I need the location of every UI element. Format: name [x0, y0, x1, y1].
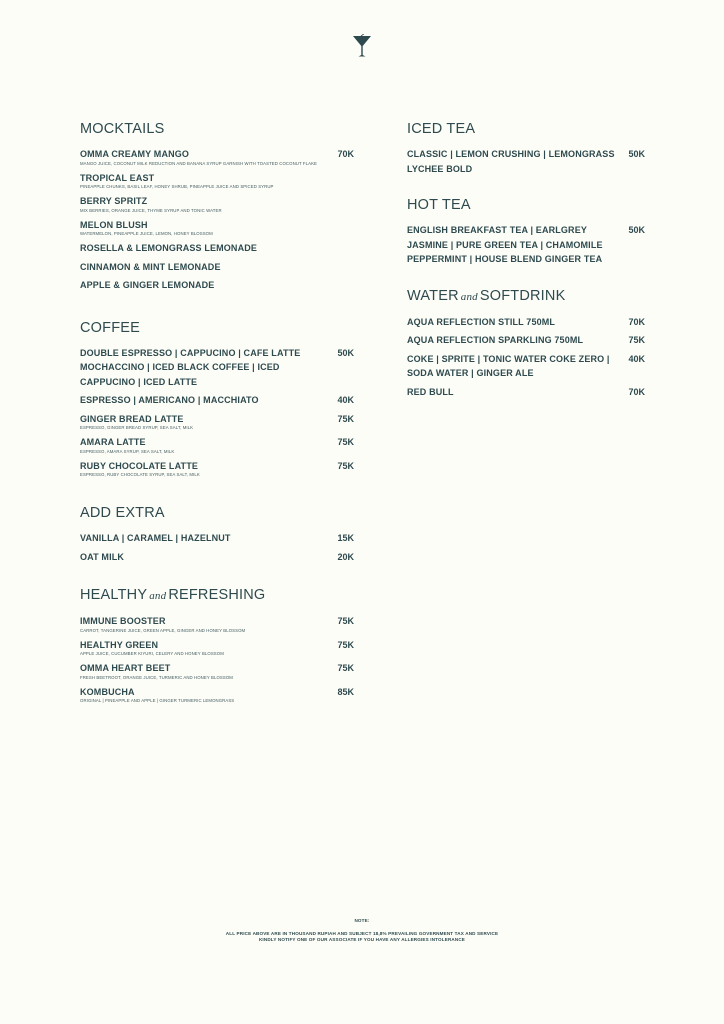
menu-item-row [407, 223, 645, 267]
menu-item-description: CARROT, TANGERINE JUICE, GREEN APPLE, GINGER AND HONEY BLOSSOM [80, 627, 246, 633]
menu-item-price: 50K [628, 225, 645, 235]
menu-item [80, 459, 354, 479]
section-title-main: ICED TEA [407, 121, 476, 137]
menu-item-price: 75K [337, 413, 354, 424]
menu-item-price: 70K [337, 149, 354, 159]
menu-item-name: OAT MILK [80, 551, 125, 562]
menu-item-price: 15K [337, 533, 354, 543]
menu-item-row [80, 171, 354, 186]
menu-item-name: HEALTHY GREEN [80, 639, 159, 650]
menu-item-name: IMMUNE BOOSTER [80, 616, 166, 626]
menu-item-row [80, 218, 354, 233]
menu-item [407, 315, 645, 330]
menu-item [80, 218, 354, 238]
menu-item-description: MIX BERRIES, ORANGE JUICE, THYME SYRUP AND TONIC WATER [80, 207, 222, 213]
menu-item [80, 614, 354, 634]
menu-item-description: ESPRESSO, AMARA SYRUP, SEA SALT, MILK [80, 448, 175, 454]
menu-column-left [80, 120, 354, 726]
menu-section-hot-tea [407, 196, 645, 267]
menu-item-name: MELON BLUSH [80, 219, 148, 230]
menu-item-name: OMMA CREAMY MANGO [80, 149, 190, 159]
menu-item-name: RUBY CHOCOLATE LATTE [80, 460, 198, 471]
menu-item-price: 40K [628, 353, 645, 364]
menu-item-price: 50K [628, 149, 645, 159]
menu-item-price: 75K [337, 460, 354, 471]
menu-item-row [407, 315, 645, 330]
menu-item [407, 147, 645, 176]
menu-item [80, 531, 354, 546]
section-title-main: HEALTHY [80, 587, 148, 603]
menu-item-name: DOUBLE ESPRESSO | CAPPUCINO | CAFE LATTE MOCHACCINO | ICED BLACK COFFEE | ICED CAPPUCINO | ICED LATTE [80, 347, 301, 387]
menu-item-price: 75K [337, 663, 354, 673]
menu-item [80, 638, 354, 658]
menu-item-name: APPLE & GINGER LEMONADE [80, 280, 215, 290]
cocktail-glass-icon [352, 34, 372, 58]
footer-note-label: NOTE: [354, 918, 370, 923]
menu-item-price: 75K [337, 616, 354, 626]
menu-item-row [80, 260, 354, 275]
menu-item [80, 346, 354, 390]
menu-item-name: ENGLISH BREAKFAST TEA | EARLGREY JASMINE | PURE GREEN TEA | CHAMOMILE PEPPERMINT | HOUSE BLEND GINGER TEA [407, 225, 603, 264]
menu-item [80, 171, 354, 191]
menu-item-name: AQUA REFLECTION SPARKLING 750ML [407, 335, 584, 345]
menu-item-name: GINGER BREAD LATTE [80, 413, 184, 424]
menu-section-coffee [80, 319, 354, 479]
footer-tax-notice: ALL PRICE ABOVE ARE IN THOUSAND RUPIAH AND SUBJECT 18,8% PREVAILING GOVERNMENT TAX AND SERVICE [225, 930, 499, 936]
menu-section-healthy-refreshing [80, 586, 354, 704]
section-title-and: and [149, 590, 167, 602]
menu-item-description: PINEAPPLE CHUNKS, BASIL LEAF, HONEY SHRUB, PINEAPPLE JUICE AND SPICED SYRUP [80, 184, 274, 189]
menu-item-row [80, 241, 354, 256]
menu-item-description: MANGO JUICE, COCONUT MILK REDUCTION AND BANANA SYRUP GARNISH WITH TOASTED COCONUT FLAKE [80, 160, 318, 166]
menu-item-row [80, 638, 354, 653]
menu-item-row [80, 278, 354, 293]
section-title [80, 504, 354, 522]
section-title [407, 120, 645, 138]
menu-item-name: RED BULL [407, 386, 454, 397]
menu-item-row [80, 459, 354, 474]
menu-item [407, 333, 645, 348]
menu-item [80, 412, 354, 432]
menu-item-price: 75K [337, 437, 354, 447]
section-title-main: MOCKTAILS [80, 121, 165, 137]
menu-item-description: ESPRESSO, GINGER BREAD SYRUP, SEA SALT, MILK [80, 425, 194, 430]
menu-item-row [80, 435, 354, 450]
section-title [80, 319, 354, 337]
menu-item-name: VANILLA | CARAMEL | HAZELNUT [80, 533, 231, 543]
section-title-and: and [460, 290, 478, 303]
menu-column-right [407, 120, 645, 421]
menu-item [80, 260, 354, 275]
menu-item [80, 194, 354, 214]
menu-item-row [407, 147, 645, 176]
menu-item [80, 241, 354, 256]
menu-item-price: 75K [337, 639, 354, 650]
menu-item-price: 20K [337, 551, 354, 562]
menu-item-name: CINNAMON & MINT LEMONADE [80, 261, 221, 272]
menu-item-name: BERRY SPRITZ [80, 196, 148, 206]
menu-item-description: FRESH BEETROOT, ORANGE JUICE, TURMERIC AND HONEY BLOSSOM [80, 674, 233, 680]
menu-item-name: ROSELLA & LEMONGRASS LEMONADE [80, 243, 258, 253]
menu-item-price: 85K [337, 686, 354, 697]
menu-item-name: AMARA LATTE [80, 437, 146, 447]
menu-item-row [80, 147, 354, 162]
menu-item [407, 223, 645, 267]
section-title-main: WATER [407, 287, 459, 304]
menu-item-name: COKE | SPRITE | TONIC WATER COKE ZERO | SODA WATER | GINGER ALE [407, 353, 610, 378]
section-title-main: ADD EXTRA [80, 505, 165, 521]
menu-item-price: 40K [337, 395, 354, 405]
menu-item-row [407, 333, 645, 348]
menu-item [80, 278, 354, 293]
menu-item-description: WATERMELON, PINEAPPLE JUICE, LEMON, HONEY BLOSSOM [80, 231, 213, 236]
menu-item-description: ORIGINAL | PINEAPPLE AND APPLE | GINGER TURMERIC LEMONGRASS [80, 698, 235, 703]
menu-item-name: KOMBUCHA [80, 686, 135, 697]
section-title-suffix: REFRESHING [168, 587, 266, 603]
menu-item-row [407, 352, 645, 381]
menu-item-row [80, 346, 354, 390]
menu-item-row [80, 194, 354, 209]
menu-item [80, 393, 354, 408]
menu-section-iced-tea [407, 120, 645, 176]
menu-item-price: 50K [337, 347, 354, 358]
footer-allergy-notice: KINDLY NOTIFY ONE OF OUR ASSOCIATE IF YOU HAVE ANY ALLERGIES INTOLERANCE [258, 937, 466, 942]
menu-item [80, 147, 354, 167]
menu-section-mocktails [80, 120, 354, 293]
section-title-suffix: SOFTDRINK [479, 287, 566, 304]
menu-item-name: CLASSIC | LEMON CRUSHING | LEMONGRASS LYCHEE BOLD [407, 149, 615, 174]
section-title [80, 586, 354, 605]
footer-note [0, 918, 724, 944]
menu-item-description: ESPRESSO, RUBY CHOCOLATE SYRUP, SEA SALT, MILK [80, 472, 200, 477]
menu-item-row [80, 393, 354, 408]
menu-item-price: 70K [628, 386, 645, 397]
menu-item [407, 352, 645, 381]
menu-section-add-extra [80, 504, 354, 564]
section-title-main: COFFEE [80, 319, 141, 336]
menu-item-description: APPLE JUICE, CUCUMBER KIYURI, CELERY AND HONEY BLOSSOM [80, 651, 224, 656]
menu-item-row [80, 550, 354, 565]
menu-item-price: 70K [628, 316, 645, 327]
menu-item-name: ESPRESSO | AMERICANO | MACCHIATO [80, 395, 259, 405]
menu-item-row [80, 412, 354, 427]
menu-item-name: AQUA REFLECTION STILL 750ML [407, 316, 556, 327]
menu-item-price: 75K [628, 335, 645, 345]
menu-item-name: TROPICAL EAST [80, 172, 155, 183]
menu-item [80, 685, 354, 705]
menu-item-row [80, 685, 354, 700]
menu-item [407, 385, 645, 400]
menu-section-water-softdrink [407, 287, 645, 400]
menu-item-row [80, 614, 354, 629]
section-title-main: HOT TEA [407, 197, 471, 213]
section-title [407, 287, 645, 306]
menu-item-row [80, 661, 354, 676]
section-title [80, 120, 354, 138]
menu-item [80, 661, 354, 681]
menu-item [80, 550, 354, 565]
menu-item-row [407, 385, 645, 400]
menu-item [80, 435, 354, 455]
section-title [407, 196, 645, 214]
menu-item-row [80, 531, 354, 546]
menu-item-name: OMMA HEART BEET [80, 663, 171, 673]
